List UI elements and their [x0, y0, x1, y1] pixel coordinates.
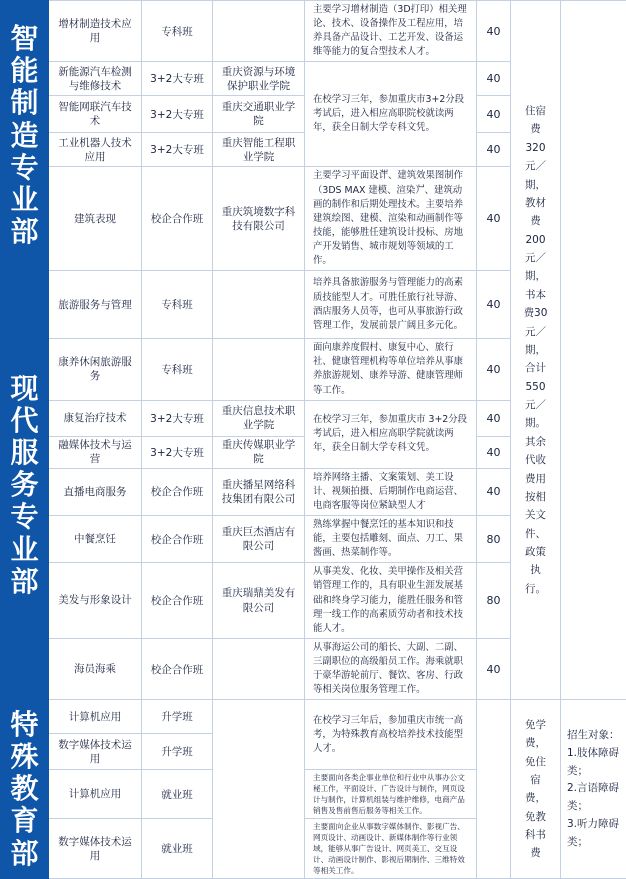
class-type: 校企合作班	[142, 515, 213, 562]
target-item: 1.肢体障碍类；	[567, 745, 620, 781]
enrollment-plan: 40	[477, 167, 511, 271]
major-description: 在校学习三年，参加重庆市3+2分段考试后，进入相应高职院校就读两年，获全日制大学专科文凭。	[305, 62, 477, 167]
enrollment-plan: 40	[477, 1, 511, 62]
enrollment-plan	[477, 700, 511, 879]
enrollment-plan: 40	[477, 638, 511, 699]
partner-school: 重庆信息技术职业学院	[213, 400, 305, 436]
major-name: 海员海乘	[49, 638, 142, 699]
major-description: 培养网络主播、文案策划、美工设计、视频拍摄、后期制作电商运营、电商客服等岗位紧缺型人才	[305, 468, 477, 515]
class-type: 校企合作班	[142, 167, 213, 271]
major-name: 智能网联汽车技术	[49, 96, 142, 133]
enrollment-plan: 40	[477, 271, 511, 339]
class-type: 就业班	[142, 819, 213, 879]
major-name: 康复治疗技术	[49, 400, 142, 436]
major-description: 主要面向各类企事业单位和行业中从事办公文秘工作，平面设计、广告设计与制作，网页设计与制作，计算机组装与维护维修，电商产品销售及售前售后服务等相关工作。	[305, 770, 477, 819]
partner-school: 重庆瑞鼎美发有限公司	[213, 563, 305, 639]
major-name: 数字媒体技术运用	[49, 734, 142, 770]
table-row	[1, 1, 626, 62]
table-row	[1, 700, 626, 734]
major-name: 直播电商服务	[49, 468, 142, 515]
major-name: 康养休闲旅游服务	[49, 339, 142, 400]
empty-cell	[561, 1, 626, 700]
partner-school: 重庆交通职业学院	[213, 96, 305, 133]
fee-description-special: 免学费，免住宿费，免教科书费	[511, 700, 561, 879]
partner-school: 重庆巨杰酒店有限公司	[213, 515, 305, 562]
class-type: 校企合作班	[142, 468, 213, 515]
major-name: 数字媒体技术运用	[49, 819, 142, 879]
major-description: 熟练掌握中餐烹饪的基本知识和技能，主要包括雕刻、面点、刀工、果酱画、热菜制作等。	[305, 515, 477, 562]
major-name: 计算机应用	[49, 700, 142, 734]
major-description: 主要学习平面设计𝉃、建筑效果图制作（3DS MAX 建模、渲染）𝉃、建筑动画的制作和后期处理技术。主要培养建筑绘图、建模、渲染和动画制作等技能，能够胜任建筑设计投标、房地产开发销售、城市规划等领域的工作。	[305, 167, 477, 271]
department-label-special-education: 特殊教育部	[1, 700, 49, 879]
partner-school	[213, 700, 305, 879]
class-type: 3+2大专班	[142, 96, 213, 133]
class-type: 3+2大专班	[142, 400, 213, 436]
class-type: 3+2大专班	[142, 436, 213, 468]
department-label-intelligent-manufacturing: 智能制造专业部	[1, 1, 49, 271]
class-type: 就业班	[142, 770, 213, 819]
class-type: 3+2大专班	[142, 62, 213, 96]
major-description: 面向康养度假村、康复中心、旅行社、健康管理机构等单位培养从事康养旅游规划、康养导游、健康管理师等工作。	[305, 339, 477, 400]
major-name: 增材制造技术应用	[49, 1, 142, 62]
major-name: 工业机器人技术应用	[49, 133, 142, 167]
class-type: 3+2大专班	[142, 133, 213, 167]
partner-school: 重庆传媒职业学院	[213, 436, 305, 468]
class-type: 校企合作班	[142, 638, 213, 699]
partner-school	[213, 638, 305, 699]
department-label-modern-service: 现代服务专业部	[1, 271, 49, 700]
major-description: 主要学习增材制造（3D打印）相关理论、技术、设备操作及工程应用，培养具备产品设计、工艺开发、设备运维等能力的复合型技术人才。	[305, 1, 477, 62]
partner-school: 重庆播星网络科技集团有限公司	[213, 468, 305, 515]
enrollment-plan: 40	[477, 96, 511, 133]
class-type: 专科班	[142, 1, 213, 62]
target-item: 2.言语障碍类；	[567, 780, 620, 816]
enrollment-plan: 40	[477, 62, 511, 96]
major-name: 计算机应用	[49, 770, 142, 819]
class-type: 升学班	[142, 700, 213, 734]
major-description: 在校学习三年后，参加重庆市统一高考，为特殊教育高校培养技术技能型人才。	[305, 700, 477, 770]
major-description: 主要面向企业从事数字媒体制作、影视广告、网页设计、动画设计、新媒体制作等行业领域，能够从事广告设计、网页美工、交互设计、动画设计制作、影视后期制作、三维特效等相关工作。	[305, 819, 477, 879]
enrollment-plan: 80	[477, 515, 511, 562]
enrollment-plan: 40	[477, 339, 511, 400]
major-name: 中餐烹饪	[49, 515, 142, 562]
enrollment-plan: 80	[477, 563, 511, 639]
major-name: 新能源汽车检测与维修技术	[49, 62, 142, 96]
partner-school: 重庆资源与环境保护职业学院	[213, 62, 305, 96]
enrollment-plan: 40	[477, 436, 511, 468]
class-type: 专科班	[142, 339, 213, 400]
major-description: 培养具备旅游服务与管理能力的高素质技能型人才。可胜任旅行社导游、酒店服务人员等，也可从事旅游行政管理工作，发展前景广阔且多元化。	[305, 271, 477, 339]
target-item: 3.听力障碍类；	[567, 816, 620, 852]
partner-school	[213, 1, 305, 62]
fee-description: 住宿费320元／期，教材费200元／期，书本费30元／期，合计550元／期。其余代收费用按相关文件、政策执行。	[511, 1, 561, 700]
major-description: 从事美发、化妆、美甲操作及相关营销管理工作的，具有职业生涯发展基础和终身学习能力，能胜任服务和管理一线工作的高素质劳动者和技术技能人才。	[305, 563, 477, 639]
class-type: 升学班	[142, 734, 213, 770]
target-heading: 招生对象：	[567, 727, 620, 745]
major-name: 建筑表现	[49, 167, 142, 271]
major-name: 融媒体技术与运营	[49, 436, 142, 468]
class-type: 校企合作班	[142, 563, 213, 639]
partner-school	[213, 271, 305, 339]
enrollment-plan: 40	[477, 133, 511, 167]
enrollment-plan: 40	[477, 468, 511, 515]
enrollment-target	[561, 700, 626, 879]
class-type: 专科班	[142, 271, 213, 339]
major-name: 旅游服务与管理	[49, 271, 142, 339]
partner-school	[213, 339, 305, 400]
major-description: 在校学习三年，参加重庆市 3+2分段考试后，进入相应高职学院就读两年，获全日制大学专科文凭。	[305, 400, 477, 468]
partner-school: 重庆智能工程职业学院	[213, 133, 305, 167]
major-description: 从事海运公司的船长、大副、二副、三副职位的高级船员工作。海乘就职于豪华游轮前厅、餐饮、客房、行政等相关岗位服务管理工作。	[305, 638, 477, 699]
major-name: 美发与形象设计	[49, 563, 142, 639]
enrollment-plan: 40	[477, 400, 511, 436]
partner-school: 重庆筑境数字科技有限公司	[213, 167, 305, 271]
